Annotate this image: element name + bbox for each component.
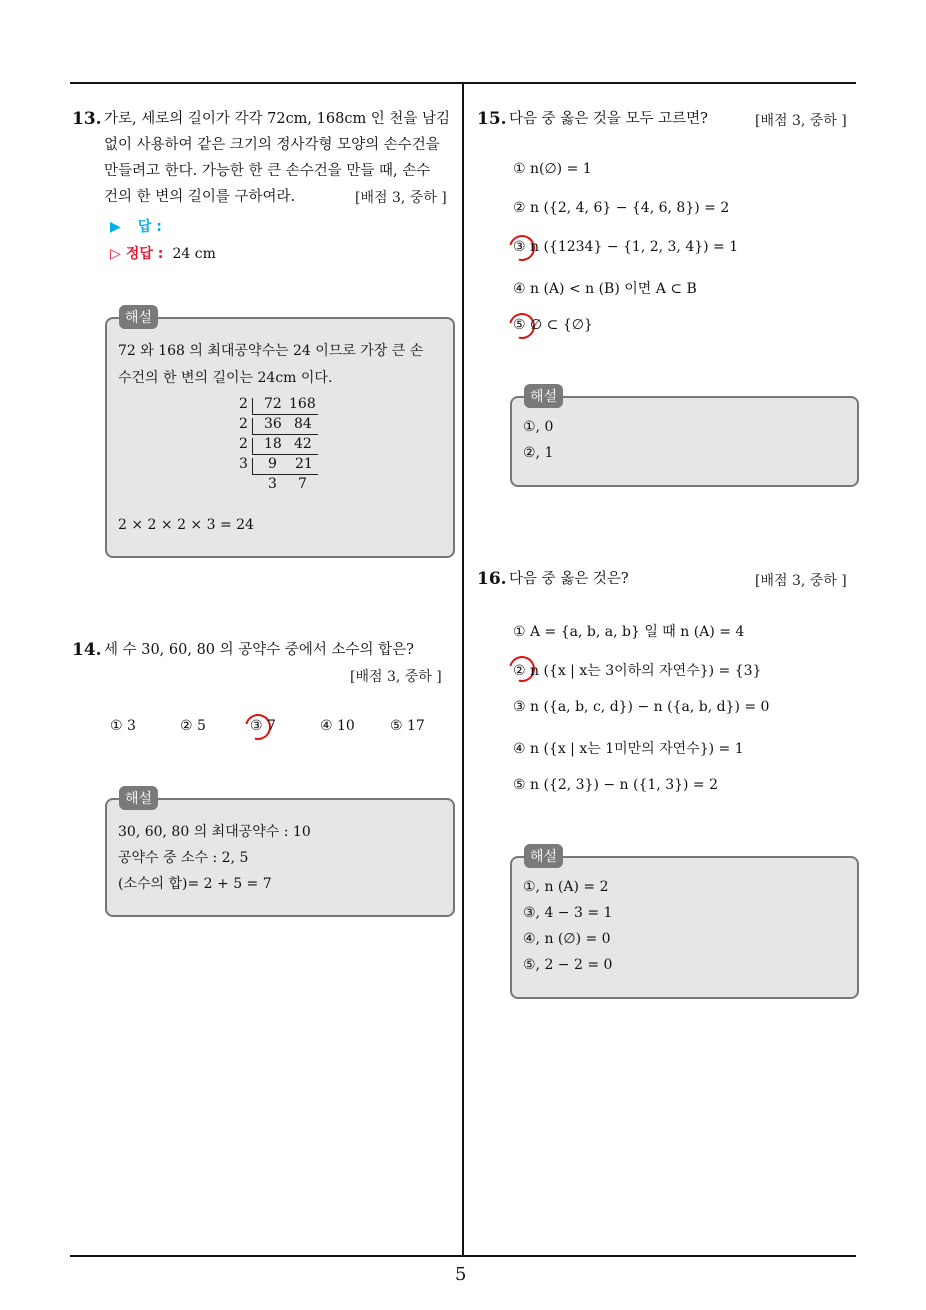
bottom-rule xyxy=(70,1255,856,1257)
q15-choice-5[interactable]: ⑤ ∅ ⊂ {∅} xyxy=(513,317,593,333)
q16-solution-box xyxy=(510,856,859,999)
q14-choice-1[interactable]: ① 3 xyxy=(110,718,136,734)
q13-meta: [배점 3, 중하 ] xyxy=(355,190,447,206)
q16-solution-line3: ④, n (∅) = 0 xyxy=(523,931,611,947)
q14-choice-5[interactable]: ⑤ 17 xyxy=(390,718,425,734)
q13-text-line4: 건의 한 변의 길이를 구하여라. xyxy=(104,189,296,205)
q16-solution-line1: ①, n (A) = 2 xyxy=(523,879,609,895)
q16-choice-2[interactable]: ② n ({x | x는 3이하의 자연수}) = {3} xyxy=(513,663,762,679)
q15-meta: [배점 3, 중하 ] xyxy=(755,113,847,129)
q15-solution-line1: ①, 0 xyxy=(523,419,554,435)
q13-answer-row xyxy=(110,216,162,236)
q16-solution-line2: ③, 4 − 3 = 1 xyxy=(523,905,613,921)
div-row-4: 3 9 21 xyxy=(239,456,313,472)
q15-choice-3[interactable]: ③ n ({1234} − {1, 2, 3, 4}) = 1 xyxy=(513,239,739,255)
q15-solution-tag: 해설 xyxy=(524,384,563,408)
q14-solution-line3: (소수의 합)= 2 + 5 = 7 xyxy=(118,876,272,892)
q14-choice-3[interactable]: ③ 7 xyxy=(250,718,276,734)
q13-text-line1: 가로, 세로의 길이가 각각 72cm, 168cm 인 천을 남김 xyxy=(104,111,451,127)
q14-solution-tag: 해설 xyxy=(119,786,158,810)
q13-text-line3: 만들려고 한다. 가능한 한 큰 손수건을 만들 때, 손수 xyxy=(104,163,431,179)
q16-number: 16. xyxy=(477,569,507,589)
q16-choice-1[interactable]: ① A = {a, b, a, b} 일 때 n (A) = 4 xyxy=(513,624,745,640)
q16-text: 다음 중 옳은 것은? xyxy=(509,571,629,587)
div-row-2: 2 36 84 xyxy=(239,416,312,432)
q14-choice-4[interactable]: ④ 10 xyxy=(320,718,355,734)
q15-text: 다음 중 옳은 것을 모두 고르면? xyxy=(509,111,708,127)
q16-solution-line4: ⑤, 2 − 2 = 0 xyxy=(523,957,613,973)
div-row-3: 2 18 42 xyxy=(239,436,312,452)
q14-solution-line1: 30, 60, 80 의 최대공약수 : 10 xyxy=(118,824,311,840)
q13-number: 13. xyxy=(72,109,102,129)
q13-text-line2: 없이 사용하여 같은 크기의 정사각형 모양의 손수건을 xyxy=(104,137,440,153)
q16-meta: [배점 3, 중하 ] xyxy=(755,573,847,589)
answer-label: 답 : xyxy=(137,219,162,235)
q16-solution-tag: 해설 xyxy=(524,844,563,868)
q16-choice-4[interactable]: ④ n ({x | x는 1미만의 자연수}) = 1 xyxy=(513,741,744,757)
q15-choice-2[interactable]: ② n ({2, 4, 6} − {4, 6, 8}) = 2 xyxy=(513,200,730,216)
q13-solution-line2: 수건의 한 변의 길이는 24cm 이다. xyxy=(118,370,333,386)
play-arrow-icon: ▶ xyxy=(110,219,121,235)
q15-choice-1[interactable]: ① n(∅) = 1 xyxy=(513,161,592,177)
page-number: 5 xyxy=(455,1264,467,1285)
q16-choice-3[interactable]: ③ n ({a, b, c, d}) − n ({a, b, d}) = 0 xyxy=(513,699,770,715)
q15-solution-line2: ②, 1 xyxy=(523,445,554,461)
column-divider xyxy=(462,82,464,1256)
q13-solution-line3: 2 × 2 × 2 × 3 = 24 xyxy=(118,517,254,533)
correct-value: 24 cm xyxy=(172,246,216,262)
hollow-arrow-icon: ▷ xyxy=(110,246,121,262)
q15-choice-4[interactable]: ④ n (A) < n (B) 이면 A ⊂ B xyxy=(513,281,697,297)
q14-solution-line2: 공약수 중 소수 : 2, 5 xyxy=(118,850,249,866)
q14-meta: [배점 3, 중하 ] xyxy=(350,669,442,685)
q15-number: 15. xyxy=(477,109,507,129)
q14-choice-2[interactable]: ② 5 xyxy=(180,718,206,734)
q13-correct-row xyxy=(110,243,216,263)
q14-text: 세 수 30, 60, 80 의 공약수 중에서 소수의 합은? xyxy=(104,642,414,658)
correct-label: 정답 : xyxy=(125,246,164,262)
q15-solution-box xyxy=(510,396,859,487)
q14-number: 14. xyxy=(72,640,102,660)
q13-solution-line1: 72 와 168 의 최대공약수는 24 이므로 가장 큰 손 xyxy=(118,343,424,359)
div-row-1: 2 72 168 xyxy=(239,396,316,412)
q13-solution-tag: 해설 xyxy=(119,305,158,329)
q16-choice-5[interactable]: ⑤ n ({2, 3}) − n ({1, 3}) = 2 xyxy=(513,777,719,793)
